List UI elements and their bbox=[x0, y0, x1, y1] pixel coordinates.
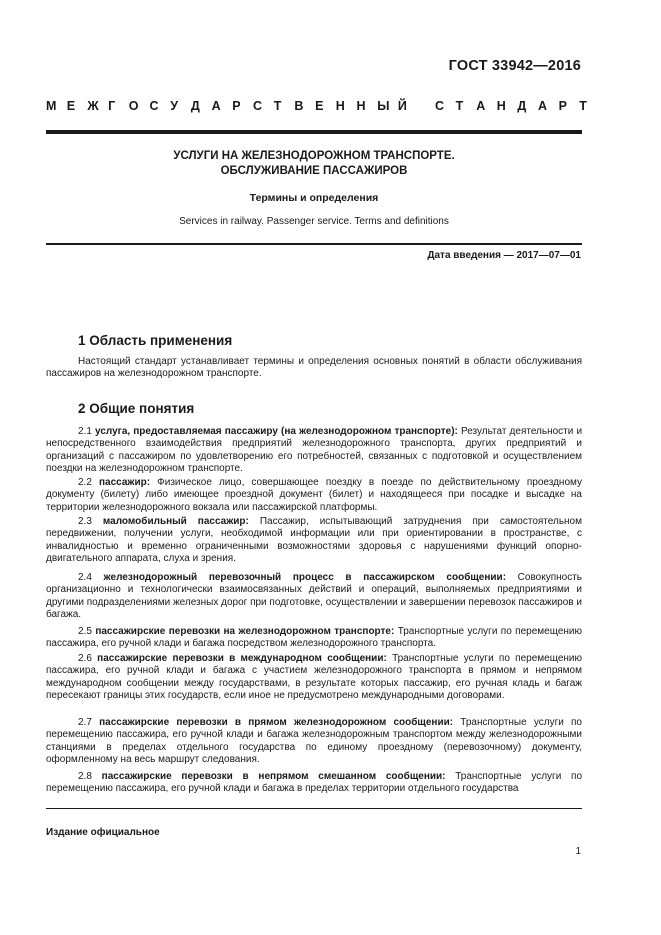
term-entry bbox=[46, 626, 582, 651]
standard-letter: Н bbox=[496, 99, 506, 113]
interstate-letter: Е bbox=[315, 99, 324, 113]
interstate-letter: Е bbox=[66, 99, 76, 113]
term-definition: Транспортные услуги по перемещению пассажира, его ручной клади и багажа посредством железнодорожного транспорта. bbox=[46, 626, 582, 650]
interstate-letter: Т bbox=[273, 99, 282, 113]
section-heading-scope: 1 Область применения bbox=[78, 333, 233, 348]
standard-letter: С bbox=[435, 99, 445, 113]
interstate-letter: В bbox=[294, 99, 304, 113]
term-entry bbox=[46, 653, 582, 702]
term-definition: Совокупность организационно и технологически взаимосвязанных действий и операций, выполняемых предприятиями и другими подразделениями железных дорог при подготовке, осуществлении и завершении перевозок пассажиров и багажа. bbox=[46, 572, 583, 620]
interstate-letter: Й bbox=[397, 99, 407, 113]
interstate-letter: С bbox=[149, 99, 159, 113]
term-number: 2.3 bbox=[78, 516, 92, 527]
term-definition: Транспортные услуги по перемещению пассажира, его ручной клади и багажа железнодорожным транспортом между железнодорожными станциями в пределах отдельного государства по единому проездному (перевозочному) документу, оформленному на весь маршрут следования. bbox=[46, 717, 582, 765]
standard-letter: А bbox=[538, 99, 548, 113]
document-title-line2: ОБСЛУЖИВАНИЕ ПАССАЖИРОВ bbox=[220, 165, 408, 177]
header-rule bbox=[46, 130, 582, 134]
term-entry bbox=[46, 771, 582, 796]
standard-letter: Р bbox=[558, 99, 567, 113]
term-number: 2.6 bbox=[78, 653, 92, 664]
introduction-date: Дата введения — 2017—07—01 bbox=[427, 250, 581, 261]
term-definition: Пассажир, испытывающий затруднения при самостоятельном передвижении, получении услуги, необходимой информации или при ориентировании в пространстве, с инвалидностью и временно ограниченными возможностями здоровья с нарушениями функций опорно-двигательного аппарата, слуха и зрения. bbox=[46, 516, 582, 564]
scope-paragraph: Настоящий стандарт устанавливает термины и определения основных понятий в области обслуживания пассажиров на железнодорожном транспорте. bbox=[46, 356, 582, 380]
term-name: пассажир: bbox=[98, 477, 151, 488]
term-entry bbox=[46, 516, 582, 565]
term-definition: Транспортные услуги по перемещению пассажира, его ручной клади и багажа с участием железнодорожного транспорта в прямом и непрямом международном сообщении между государствами, в результате которых пассажир, его ручная кладь и багаж пересекают границы этих государств, если иное не предусмотрено международными договорами. bbox=[46, 653, 582, 701]
term-definition: Транспортные услуги по перемещению пассажира, его ручной клади и багажа в пределах территории отдельного государства bbox=[46, 771, 583, 795]
term-name: пассажирские перевозки на железнодорожном транспорте: bbox=[95, 626, 395, 637]
term-entry bbox=[46, 477, 582, 514]
term-entry bbox=[46, 717, 582, 766]
interstate-letter: Ж bbox=[87, 99, 99, 113]
term-entry bbox=[46, 572, 582, 621]
interstate-letter: Р bbox=[232, 99, 241, 113]
interstate-letter: Н bbox=[356, 99, 366, 113]
document-title-line1: УСЛУГИ НА ЖЕЛЕЗНОДОРОЖНОМ ТРАНСПОРТЕ. bbox=[173, 150, 455, 162]
term-name: пассажирские перевозки в международном сообщении: bbox=[97, 653, 387, 664]
term-number: 2.7 bbox=[78, 717, 92, 728]
interstate-letter: О bbox=[128, 99, 139, 113]
section-heading-general-concepts: 2 Общие понятия bbox=[78, 401, 195, 416]
interstate-letter: Г bbox=[108, 99, 116, 113]
standard-letter: Т bbox=[455, 99, 464, 113]
footer-rule bbox=[46, 808, 582, 809]
interstate-letter: Ы bbox=[377, 99, 390, 113]
standard-letter: Д bbox=[517, 99, 527, 113]
official-edition-label: Издание официальное bbox=[46, 827, 160, 838]
term-name: пассажирские перевозки в непрямом смешанном сообщении: bbox=[101, 771, 446, 782]
term-entry bbox=[46, 426, 582, 475]
interstate-letter: М bbox=[46, 99, 57, 113]
term-number: 2.1 bbox=[78, 426, 92, 437]
term-name: услуга, предоставляемая пассажиру (на железнодорожном транспорте): bbox=[95, 426, 458, 437]
interstate-letter: Д bbox=[190, 99, 200, 113]
term-definition: Физическое лицо, совершающее поездку в поезде по действительному проездному документу (билету) либо имеющее проездной документ (билет) и находящееся при посадке и высадке на территории железнодорожного вокзала или пассажирской платформы. bbox=[46, 477, 582, 513]
term-number: 2.5 bbox=[78, 626, 92, 637]
interstate-letter: А bbox=[211, 99, 221, 113]
interstate-letter: У bbox=[170, 99, 178, 113]
document-subtitle: Термины и определения bbox=[249, 192, 379, 204]
standard-letter: Т bbox=[579, 99, 587, 113]
term-name: пассажирские перевозки в прямом железнодорожном сообщении: bbox=[99, 717, 454, 728]
gost-number: ГОСТ 33942—2016 bbox=[448, 58, 581, 74]
standard-letter: А bbox=[476, 99, 486, 113]
title-rule bbox=[46, 243, 582, 245]
term-number: 2.8 bbox=[78, 771, 92, 782]
term-name: железнодорожный перевозочный процесс в пассажирском сообщении: bbox=[103, 572, 507, 583]
term-number: 2.4 bbox=[78, 572, 92, 583]
term-number: 2.2 bbox=[78, 477, 92, 488]
interstate-letter: Н bbox=[335, 99, 345, 113]
term-definition: Результат деятельности и непосредственного взаимодействия предприятий железнодорожного транспорта, других предприятий и организаций с пассажиром по удовлетворению его потребностей, связанных с подготовкой и осуществлением поездки на железнодорожном транспорте. bbox=[46, 426, 583, 474]
interstate-letter: С bbox=[253, 99, 263, 113]
english-title: Services in railway. Passenger service. Terms and definitions bbox=[179, 216, 449, 227]
term-name: маломобильный пассажир: bbox=[102, 516, 249, 527]
page-number: 1 bbox=[575, 846, 581, 857]
